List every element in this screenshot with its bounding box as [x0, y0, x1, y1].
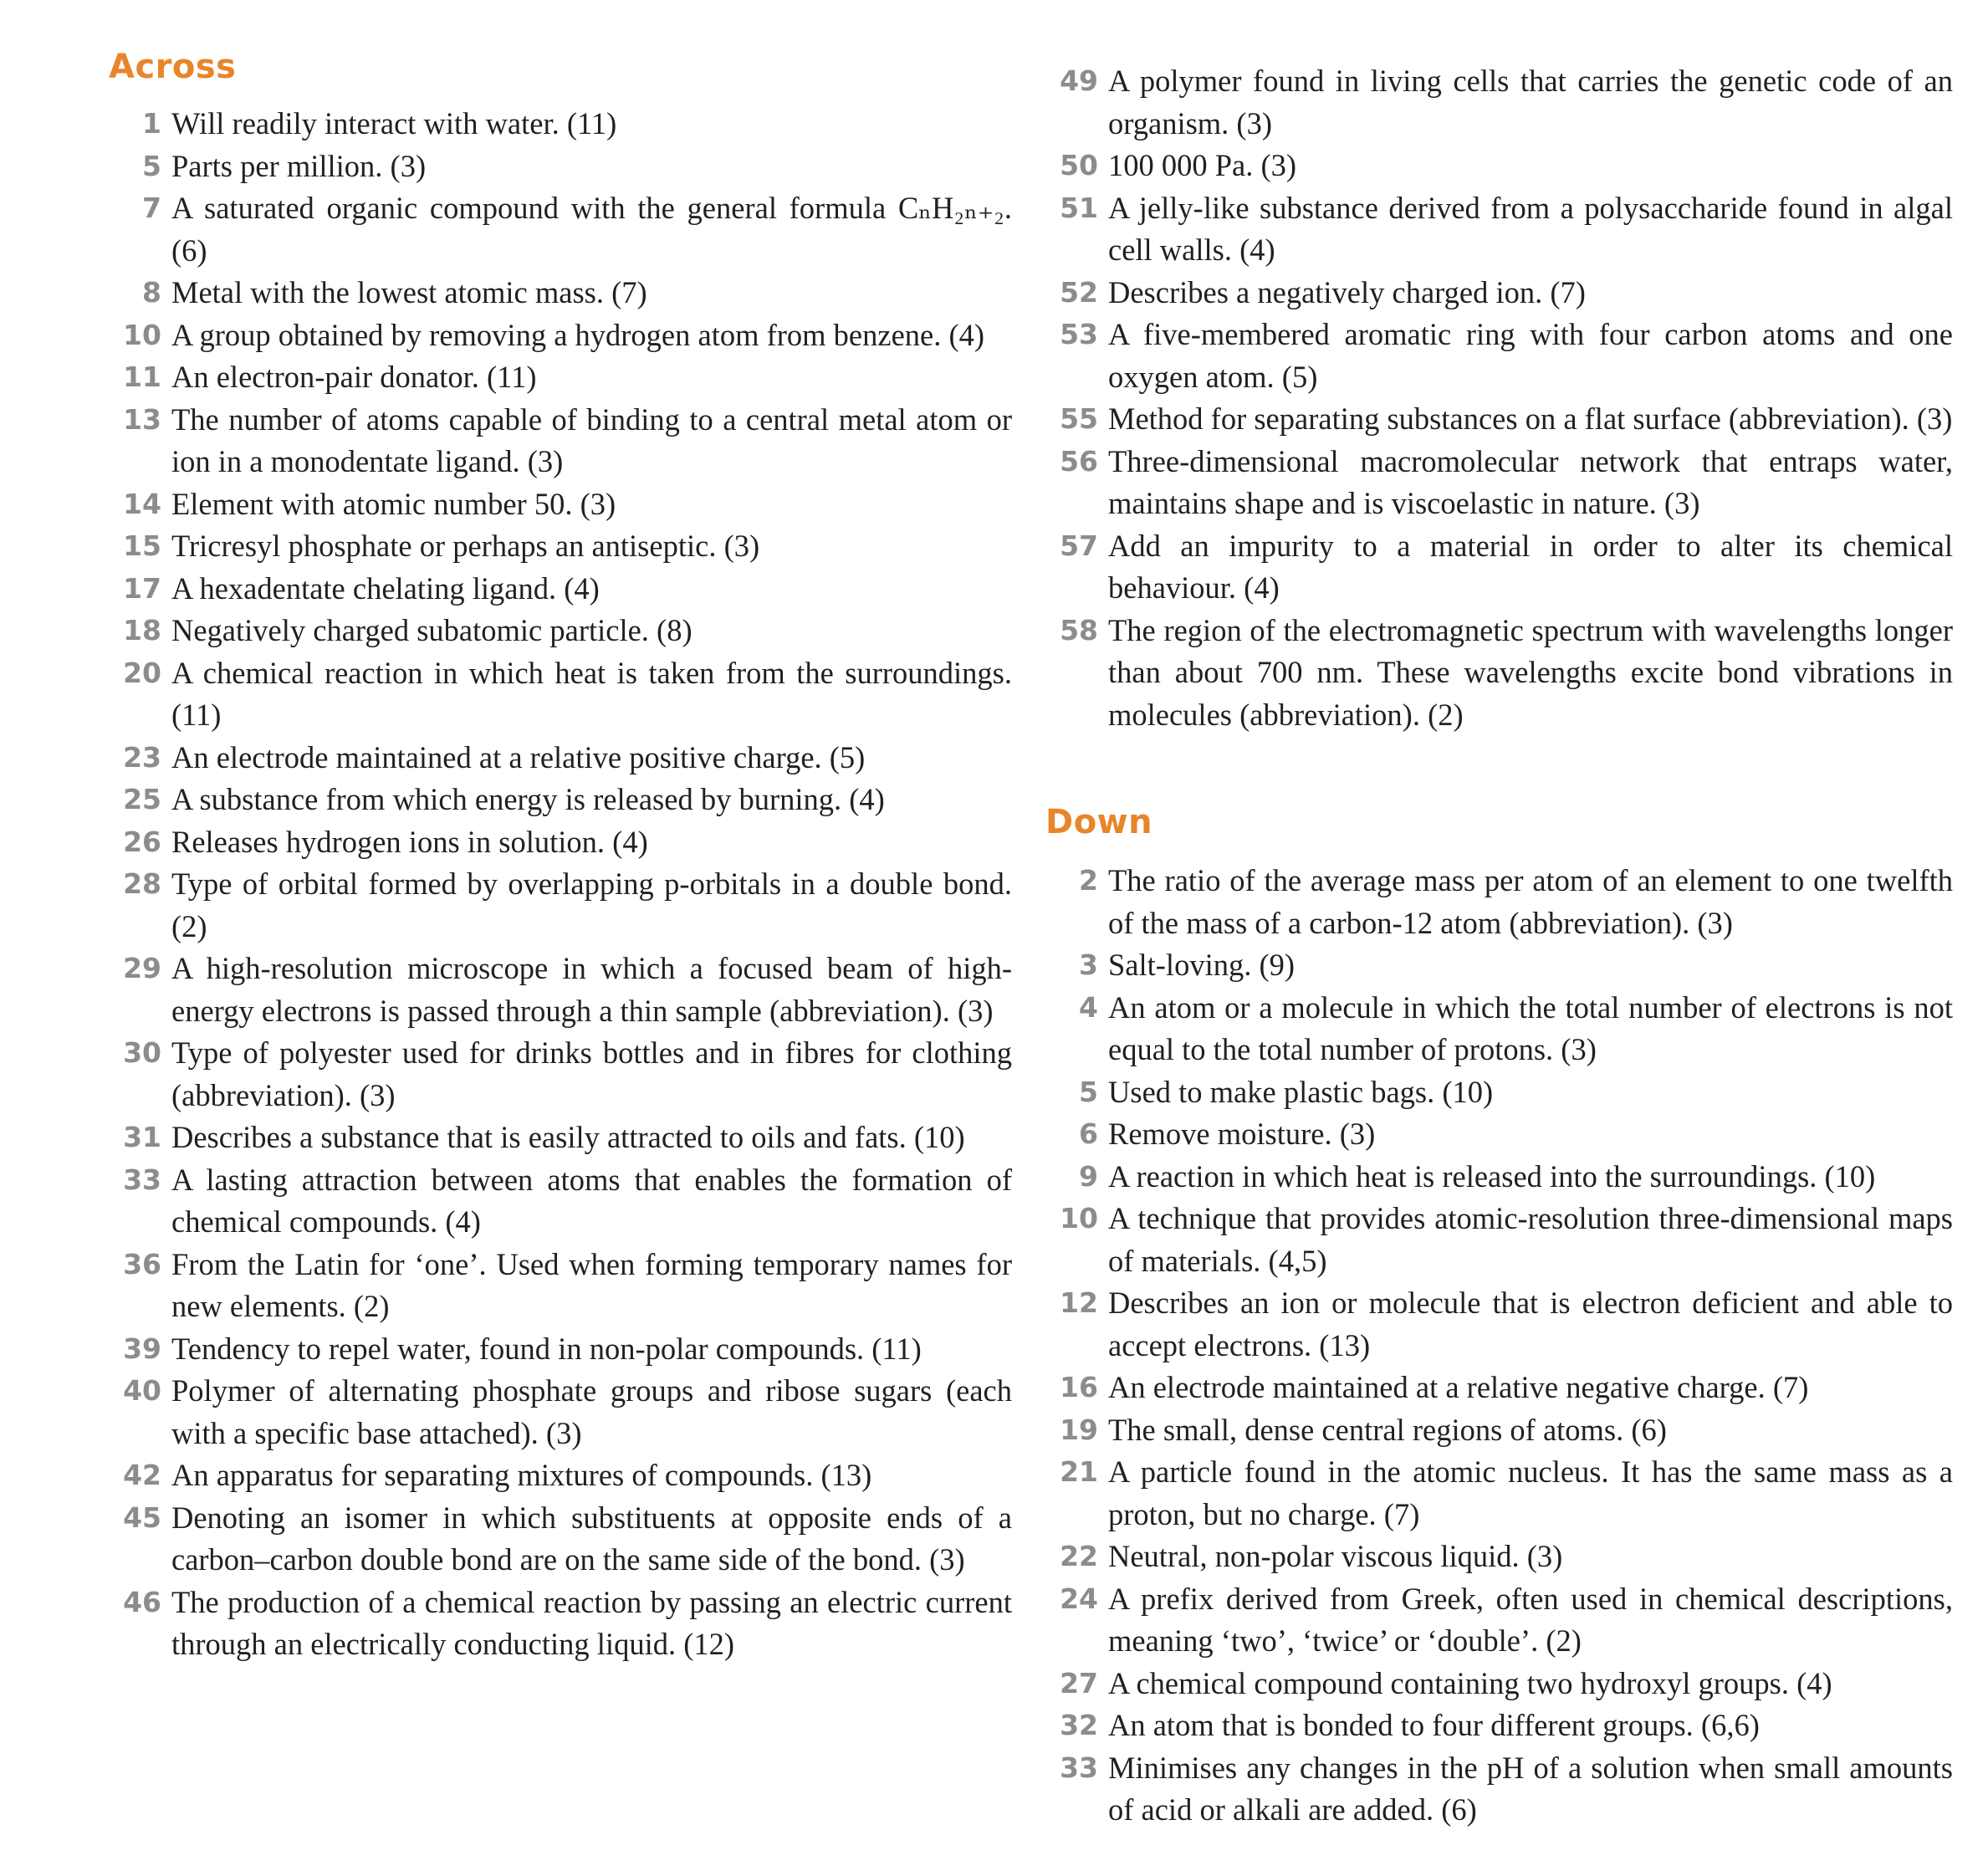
down-clue [1045, 987, 1953, 1071]
across-clue [109, 1582, 1012, 1666]
across-clue [109, 1244, 1012, 1328]
down-clue [1045, 944, 1953, 987]
clue-text: Remove moisture. (3) [1108, 1117, 1376, 1151]
across-clue [1045, 187, 1953, 272]
across-clue [109, 187, 1012, 272]
clue-number: 56 [1060, 444, 1098, 478]
clue-text: Tricresyl phosphate or perhaps an antiseptic. (3) [171, 529, 760, 563]
clue-number: 8 [142, 276, 161, 309]
across-clue [109, 1159, 1012, 1244]
clue-number: 31 [123, 1121, 161, 1153]
clue-text: An atom or a molecule in which the total number of electrons is not equal to the total number of protons. (3) [1108, 989, 1953, 1066]
clue-text: An atom that is bonded to four different groups. (6,6) [1108, 1708, 1760, 1742]
clue-number: 13 [123, 402, 161, 436]
across-clue [109, 610, 1012, 652]
across-clue [109, 1032, 1012, 1117]
clue-number: 49 [1060, 64, 1098, 97]
clue-text: Minimises any changes in the pH of a solution when small amounts of acid or alkali are added. (6) [1108, 1750, 1953, 1827]
down-clue [1045, 1409, 1953, 1452]
clue-text: An electrode maintained at a relative negative charge. (7) [1108, 1370, 1809, 1404]
clue-text: Add an impurity to a material in order to alter its chemical behaviour. (4) [1108, 528, 1953, 605]
across-clue [109, 737, 1012, 780]
down-clue [1045, 1451, 1953, 1536]
across-clue [109, 948, 1012, 1032]
clue-text: A polymer found in living cells that carries the genetic code of an organism. (3) [1108, 64, 1953, 141]
down-clue [1045, 1113, 1953, 1156]
clue-number: 26 [123, 825, 161, 858]
across-clue [109, 652, 1012, 737]
across-clue [1045, 441, 1953, 525]
clue-text: A substance from which energy is released by burning. (4) [171, 782, 885, 816]
clue-text: Method for separating substances on a flat surface (abbreviation). (3) [1108, 401, 1953, 436]
clue-text: Negatively charged subatomic particle. (8) [171, 613, 692, 647]
clue-number: 36 [123, 1247, 161, 1280]
across-clue [1045, 145, 1953, 187]
clue-number: 20 [123, 656, 161, 689]
clue-number: 55 [1060, 402, 1098, 435]
clue-number: 51 [1060, 191, 1098, 224]
clue-number: 4 [1079, 990, 1098, 1024]
clue-number: 15 [123, 529, 161, 562]
across-clue [109, 1328, 1012, 1371]
across-clue [109, 399, 1012, 483]
clue-text: Will readily interact with water. (11) [171, 106, 617, 141]
clue-text: An apparatus for separating mixtures of compounds. (13) [171, 1458, 872, 1492]
clue-text: A high-resolution microscope in which a focused beam of high-energy electrons is passed through a thin sample (abbreviation). (3) [171, 951, 1012, 1028]
down-heading: Down [1045, 803, 1153, 841]
clue-text: Used to make plastic bags. (10) [1108, 1074, 1494, 1109]
across-clue [109, 863, 1012, 948]
across-clue [109, 1497, 1012, 1582]
clue-number: 6 [1079, 1117, 1098, 1150]
clue-number: 40 [123, 1374, 161, 1407]
across-clue [109, 272, 1012, 314]
clue-text: The ratio of the average mass per atom of an element to one twelfth of the mass of a carbon-12 atom (abbreviation). (3) [1108, 863, 1953, 940]
clue-text: Element with atomic number 50. (3) [171, 486, 616, 521]
across-clue [109, 1370, 1012, 1454]
clue-text: The region of the electromagnetic spectrum with wavelengths longer than about 700 nm. These wavelengths excite bond vibrations in molecules (abbreviation). (2) [1108, 612, 1953, 732]
across-clue [109, 525, 1012, 568]
down-clue [1045, 1198, 1953, 1282]
across-clue [109, 483, 1012, 526]
clue-text: A chemical compound containing two hydroxyl groups. (4) [1108, 1665, 1832, 1700]
clue-text: Describes a substance that is easily attracted to oils and fats. (10) [171, 1120, 965, 1154]
down-clue [1045, 1282, 1953, 1367]
clue-number: 46 [123, 1585, 161, 1618]
clue-number: 21 [1060, 1455, 1098, 1488]
clue-number: 14 [123, 487, 161, 520]
clue-text: The small, dense central regions of atoms. (6) [1108, 1412, 1667, 1447]
clue-text: A chemical reaction in which heat is taken from the surroundings. (11) [171, 655, 1012, 732]
across-clue [1045, 610, 1953, 737]
clue-text: An electrode maintained at a relative positive charge. (5) [171, 739, 866, 774]
down-clue-list [1045, 860, 1953, 1832]
across-clue [109, 314, 1012, 357]
clue-number: 53 [1060, 318, 1098, 350]
down-clue [1045, 1536, 1953, 1578]
clue-text: 100 000 Pa. (3) [1108, 148, 1297, 182]
clue-text: A jelly-like substance derived from a polysaccharide found in algal cell walls. (4) [1108, 190, 1953, 267]
clue-number: 16 [1060, 1371, 1098, 1403]
clue-number: 24 [1060, 1582, 1098, 1615]
down-clue [1045, 1156, 1953, 1199]
clue-text: The production of a chemical reaction by passing an electric current through an electrically conducting liquid. (12) [171, 1584, 1012, 1661]
clue-text: From the Latin for ‘one’. Used when forming temporary names for new elements. (2) [171, 1246, 1012, 1323]
down-clue [1045, 860, 1953, 944]
clue-number: 10 [123, 318, 161, 351]
clue-text: Type of orbital formed by overlapping p-orbitals in a double bond. (2) [171, 866, 1012, 943]
clue-text: Salt-loving. (9) [1108, 948, 1296, 982]
clue-text: Releases hydrogen ions in solution. (4) [171, 824, 648, 859]
clue-text: Describes an ion or molecule that is electron deficient and able to accept electrons. (13) [1108, 1286, 1953, 1362]
down-clue [1045, 1071, 1953, 1114]
clue-number: 29 [123, 952, 161, 984]
clue-text: A saturated organic compound with the general formula CₙH₂ₙ₊₂. (6) [171, 191, 1012, 268]
clue-text: A prefix derived from Greek, often used in chemical descriptions, meaning ‘two’, ‘twice’ or ‘double’. (2) [1108, 1581, 1953, 1658]
clue-number: 19 [1060, 1413, 1098, 1446]
down-clue [1045, 1705, 1953, 1747]
clue-number: 2 [1079, 864, 1098, 897]
across-clue [109, 1117, 1012, 1159]
clue-number: 1 [142, 107, 161, 140]
across-clue-list-continued [1045, 60, 1953, 736]
across-clue [109, 568, 1012, 611]
clue-text: An electron-pair donator. (11) [171, 360, 537, 394]
clue-number: 9 [1079, 1159, 1098, 1193]
clue-number: 22 [1060, 1540, 1098, 1572]
clue-text: A particle found in the atomic nucleus. It has the same mass as a proton, but no charge. (7) [1108, 1454, 1953, 1531]
clue-text: The number of atoms capable of binding to a central metal atom or ion in a monodentate ligand. (3) [171, 401, 1012, 478]
across-clue [109, 356, 1012, 399]
clue-text: Denoting an isomer in which substituents at opposite ends of a carbon–carbon double bond are on the same side of the bond. (3) [171, 1500, 1012, 1577]
clue-number: 17 [123, 571, 161, 605]
clue-number: 23 [123, 740, 161, 774]
clue-number: 45 [123, 1500, 161, 1534]
clue-text: A group obtained by removing a hydrogen atom from benzene. (4) [171, 317, 985, 352]
clue-number: 52 [1060, 275, 1098, 309]
down-clue [1045, 1578, 1953, 1663]
clue-number: 42 [123, 1459, 161, 1491]
clue-text: Three-dimensional macromolecular network that entraps water, maintains shape and is viscoelastic in nature. (3) [1108, 443, 1953, 520]
clue-number: 50 [1060, 149, 1098, 181]
across-clue [1045, 525, 1953, 610]
clue-text: A five-membered aromatic ring with four carbon atoms and one oxygen atom. (5) [1108, 317, 1953, 394]
clue-text: A hexadentate chelating ligand. (4) [171, 570, 600, 606]
clue-number: 25 [123, 783, 161, 815]
clue-number: 10 [1060, 1202, 1098, 1234]
clue-text: Describes a negatively charged ion. (7) [1108, 274, 1586, 309]
across-clue [109, 146, 1012, 188]
clue-text: Type of polyester used for drinks bottles and in fibres for clothing (abbreviation). (3) [171, 1035, 1012, 1112]
clue-number: 5 [142, 149, 161, 182]
across-clue [1045, 272, 1953, 314]
clue-number: 39 [123, 1332, 161, 1365]
clue-number: 28 [123, 867, 161, 900]
clue-number: 12 [1060, 1286, 1098, 1319]
clue-text: A lasting attraction between atoms that enables the formation of chemical compounds. (4) [171, 1162, 1012, 1239]
down-clue [1045, 1747, 1953, 1832]
clue-number: 58 [1060, 613, 1098, 647]
across-clue [1045, 314, 1953, 398]
clue-text: Parts per million. (3) [171, 148, 427, 183]
clue-text: Metal with the lowest atomic mass. (7) [171, 275, 647, 309]
clue-text: Tendency to repel water, found in non-polar compounds. (11) [171, 1331, 922, 1366]
down-clue [1045, 1367, 1953, 1409]
across-clue [109, 103, 1012, 146]
across-clue [109, 821, 1012, 864]
clue-number: 33 [1060, 1751, 1098, 1784]
clue-number: 57 [1060, 529, 1098, 562]
across-clue-list [109, 103, 1012, 1666]
clue-number: 7 [142, 192, 161, 224]
down-clue [1045, 1663, 1953, 1705]
clue-text: Neutral, non-polar viscous liquid. (3) [1108, 1539, 1563, 1573]
clue-number: 30 [123, 1036, 161, 1069]
clue-number: 27 [1060, 1666, 1098, 1700]
clue-number: 33 [123, 1163, 161, 1196]
across-heading: Across [109, 48, 237, 86]
clue-number: 32 [1060, 1709, 1098, 1741]
across-clue [109, 779, 1012, 821]
clue-text: A reaction in which heat is released into the surroundings. (10) [1108, 1158, 1876, 1194]
clue-number: 18 [123, 614, 161, 647]
clue-number: 11 [123, 360, 161, 393]
clue-text: Polymer of alternating phosphate groups and ribose sugars (each with a specific base attached). (3) [171, 1373, 1012, 1450]
clue-number: 3 [1079, 948, 1098, 981]
clue-number: 5 [1079, 1075, 1098, 1108]
across-clue [1045, 60, 1953, 145]
clue-text: A technique that provides atomic-resolution three-dimensional maps of materials. (4,5) [1108, 1201, 1953, 1278]
across-clue [1045, 398, 1953, 441]
across-clue [109, 1454, 1012, 1497]
